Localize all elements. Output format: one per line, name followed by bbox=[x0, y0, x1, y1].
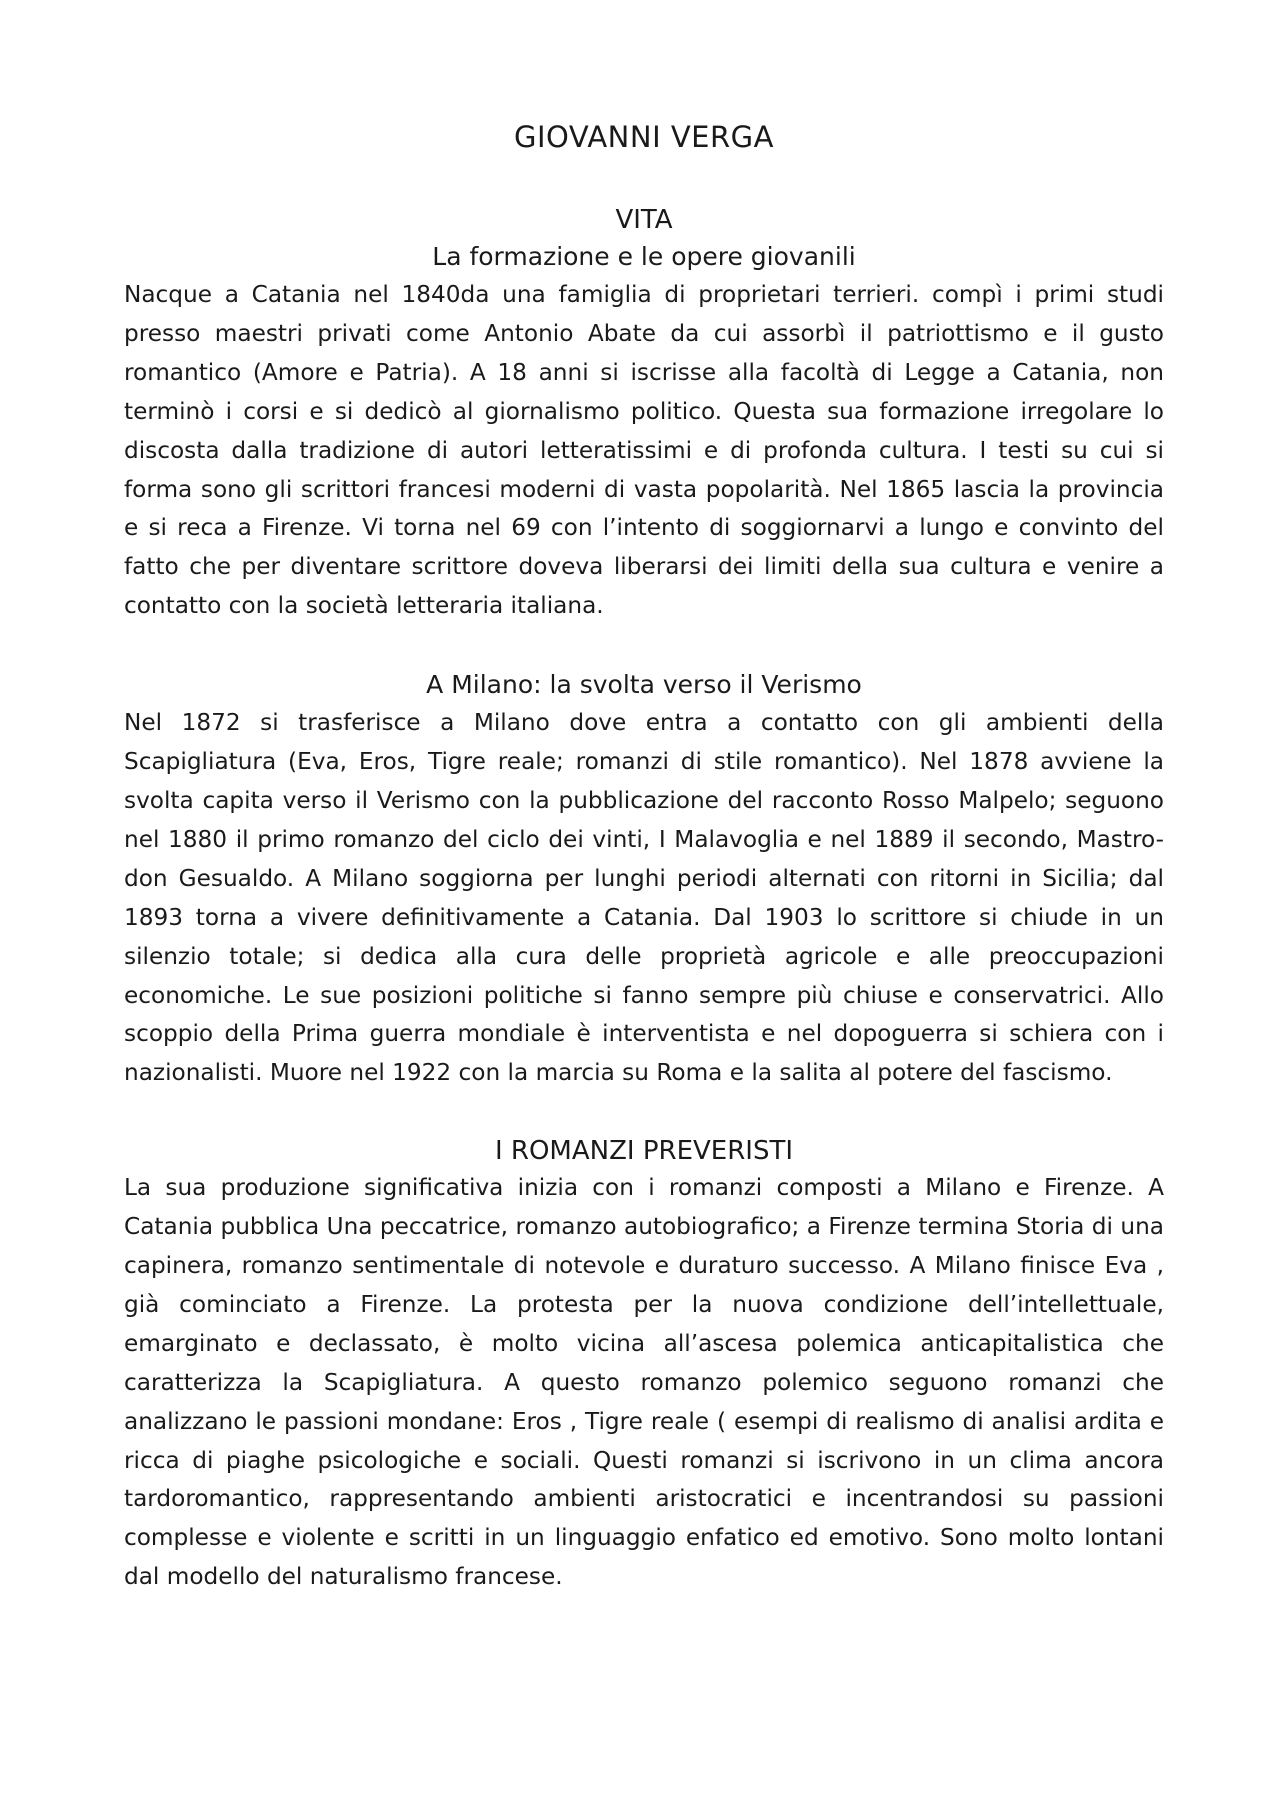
document-page bbox=[124, 120, 1164, 1597]
subheading-milano: A Milano: la svolta verso il Verismo bbox=[426, 670, 862, 700]
section-vita bbox=[124, 202, 1164, 1093]
spacer bbox=[124, 626, 1164, 666]
paragraph-romanzi: La sua produzione significativa inizia con i romanzi composti a Milano e Firenze. A Catania pubblica Una peccatrice, romanzo autobiografico; a Firenze termina Storia di una capinera, romanzo sentimentale di notevole e duraturo successo. A Milano finisce Eva , già cominciato a Firenze. La protesta per la nuova condizione dell’intellettuale, emarginato e declassato, è molto vicina all’ascesa polemica anticapitalistica che caratterizza la Scapigliatura. A questo romanzo polemico seguono romanzi che analizzano le passioni mondane: Eros , Tigre reale ( esempi di realismo di analisi ardita e ricca di piaghe psicologiche e sociali. Questi romanzi si iscrivono in un clima ancora tardoromantico, rappresentando ambienti aristocratici e incentrandosi su passioni complesse e violente e scritti in un linguaggio enfatico ed emotivo. Sono molto lontani dal modello del naturalismo francese. bbox=[124, 1174, 1164, 1591]
subheading-formazione: La formazione e le opere giovanili bbox=[432, 242, 856, 271]
spacer bbox=[124, 1093, 1164, 1133]
document-title: GIOVANNI VERGA bbox=[514, 120, 774, 154]
paragraph-milano: Nel 1872 si trasferisce a Milano dove entra a contatto con gli ambienti della Scapigliatura (Eva, Eros, Tigre reale; romanzi di stile romantico). Nel 1878 avviene la svolta capita verso il Verismo con la pubblicazione del racconto Rosso Malpelo; seguono nel 1880 il primo romanzo del ciclo dei vinti, I Malavoglia e nel 1889 il secondo, Mastro-don Gesualdo. A Milano soggiorna per lunghi periodi alternati con ritorni in Sicilia; dal 1893 torna a vivere definitivamente a Catania. Dal 1903 lo scrittore si chiude in un silenzio totale; si dedica alla cura delle proprietà agricole e alle preoccupazioni economiche. Le sue posizioni politiche si fanno sempre più chiuse e conservatrici. Allo scoppio della Prima guerra mondiale è interventista e nel dopoguerra si schiera con i nazionalisti. Muore nel 1922 con la marcia su Roma e la salita al potere del fascismo. bbox=[124, 709, 1164, 1087]
section-heading-vita: VITA bbox=[615, 205, 673, 235]
section-romanzi-preveristi bbox=[124, 1133, 1164, 1597]
section-heading-romanzi: I ROMANZI PREVERISTI bbox=[494, 1136, 794, 1167]
paragraph-formazione: Nacque a Catania nel 1840da una famiglia di proprietari terrieri. compì i primi studi presso maestri privati come Antonio Abate da cui assorbì il patriottismo e il gusto romantico (Amore e Patria). A 18 anni si iscrisse alla facoltà di Legge a Catania, non terminò i corsi e si dedicò al giornalismo politico. Questa sua formazione irregolare lo discosta dalla tradizione di autori letteratissimi e di profonda cultura. I testi su cui si forma sono gli scrittori francesi moderni di vasta popolarità. Nel 1865 lascia la provincia e si reca a Firenze. Vi torna nel 69 con l’intento di soggiornarvi a lungo e convinto del fatto che per diventare scrittore doveva liberarsi dei limiti della sua cultura e venire a contatto con la società letteraria italiana. bbox=[124, 281, 1164, 620]
